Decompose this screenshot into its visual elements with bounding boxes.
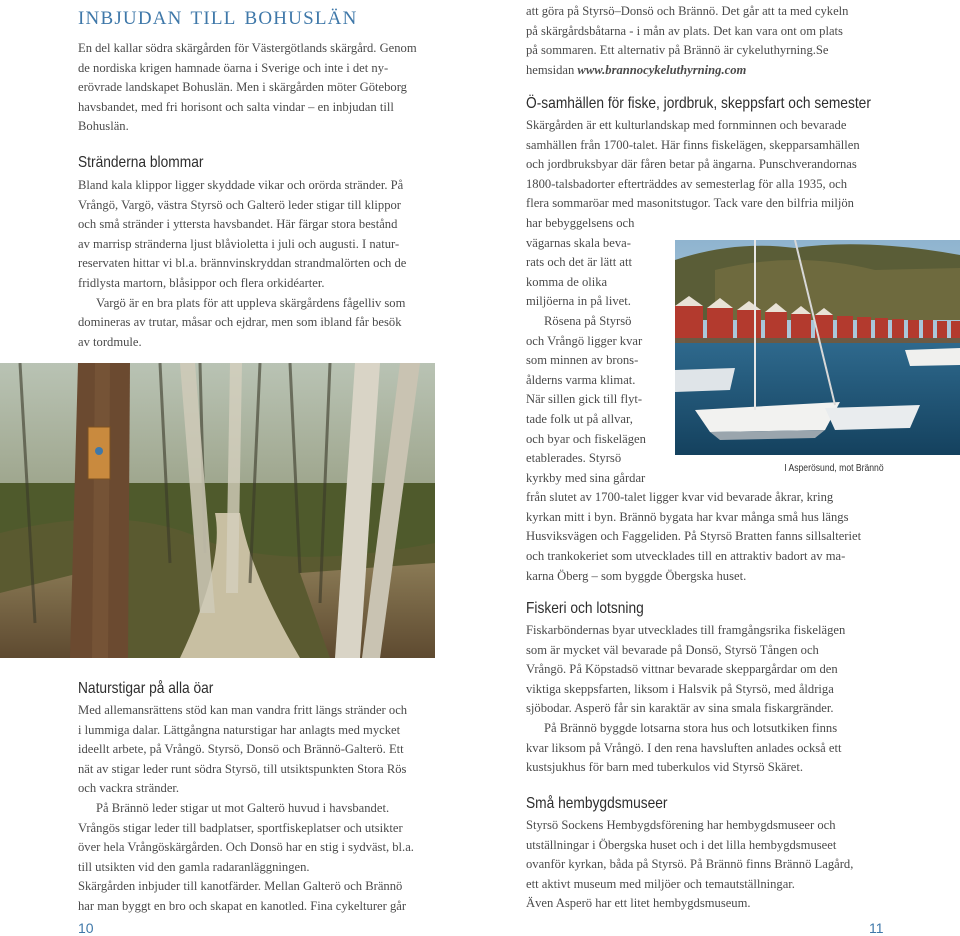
text-line: ovanför kyrkan, båda på Styrsö. På Brännö finns Brännö Lagård, [526, 857, 854, 872]
text-line: Skärgården är ett kulturlandskap med fornminnen och bevarade [526, 118, 847, 132]
text-line: kyrkby med sina gårdar [526, 470, 646, 485]
fiskeri-paragraph [526, 621, 845, 778]
text-line: kustsjukhus för barn med tuberkulos vid Styrsö Skäret. [526, 760, 804, 775]
forest-path-photo [0, 363, 435, 658]
text-line: till utsikten vid den gamla radaranläggningen. [78, 859, 310, 874]
link-prefix: hemsidan [526, 62, 578, 77]
text-line: kyrkan mitt i byn. Brännö bygata har kvar många små hus längs [526, 509, 849, 524]
text-line: utställningar i Öbergska huset och i det lilla hembygdsmuseet [526, 837, 837, 852]
text-line: och jordbruksbyar där fåren betar på ängarna. Punschverandornas [526, 157, 857, 172]
text-line: Med allemansrättens stöd kan man vandra fritt längs stränder och [78, 703, 408, 717]
text-line: som minnen av brons- [526, 353, 639, 368]
text-line: Styrsö Sockens Hembygdsförening har hembygdsmuseer och [526, 818, 836, 832]
text-line: erövrade landskapet Bohuslän. Men i skärgården möter Göteborg [78, 80, 407, 95]
text-line: över hela Vrångöskärgården. Och Donsö har en stig i sydväst, bl.a. [78, 840, 414, 855]
text-line: Rösena på Styrsö [544, 313, 632, 328]
text-line: nät av stigar leder runt södra Styrsö, till utsiktspunkten Stora Rös [78, 761, 407, 776]
forest-path-image [0, 363, 435, 658]
text-line: av marrisp stränderna ljust blåvioletta i juli och augusti. I natur- [78, 236, 400, 251]
text-line: komma de olika [526, 274, 608, 289]
naturstigar-paragraph [78, 701, 414, 917]
hembygd-paragraph [526, 816, 853, 914]
intro-paragraph [78, 39, 417, 137]
bike-rental-link[interactable]: www.brannocykeluthyrning.com [577, 62, 747, 77]
text-line: har bebyggelsens och [526, 215, 635, 230]
text-line: har man byggt en bro och skapat en kanotled. Fina cykelturer går [78, 898, 407, 913]
text-line: ideellt arbete, på Vrångö. Styrsö, Donsö och Brännö-Galterö. Ett [78, 742, 404, 757]
text-line: 1800-talsbadorter efterträddes av semesterlag för alla 1935, och [526, 176, 848, 191]
photo-caption: I Asperösund, mot Brännö [784, 463, 884, 474]
text-line: Vrångös stigar leder till badplatser, sportfiskeplatser och utsikter [78, 820, 403, 835]
page-title: inbjudan till bohuslän [78, 0, 358, 30]
text-line: På Brännö byggde lotsarna stora hus och lotsutkiken finns [544, 720, 838, 735]
text-line: Vargö är en bra plats för att uppleva skärgårdens fågelliv som [96, 295, 406, 310]
heading-stranderna: Stränderna blommar [78, 154, 204, 171]
text-line: som är mycket väl bevarade på Donsö, Styrsö Tången och [526, 642, 819, 657]
text-line: från slutet av 1700-talet ligger kvar vid bevarade åkrar, kring [526, 490, 834, 505]
text-line: miljöerna in på livet. [526, 294, 631, 309]
text-line: fridlysta martorn, blåsippor och flera orkidéarter. [78, 275, 325, 290]
text-line: viktiga skeppsfarten, liksom i Halsvik på Styrsö, med åldriga [526, 681, 834, 696]
text-line: Husviksvägen och Faggeliden. På Styrsö Bratten fanns sillsalteriet [526, 529, 862, 544]
text-line: kvar liksom på Vrångö. I den rena havsluften anlades också ett [526, 740, 842, 755]
text-line: På Brännö leder stigar ut mot Galterö huvud i havsbandet. [96, 800, 390, 815]
text-line: Vrångö. På Köpstadsö vittnar bevarade skeppargårdar om den [526, 662, 838, 677]
text-line: När sillen gick till flyt- [526, 392, 643, 407]
text-line: och små stränder i yttersta havsbandet. Här färgar stora bestånd [78, 217, 398, 232]
text-line: och vackra stränder. [78, 781, 180, 796]
text-line: domineras av trutar, måsar och ejdrar, men som ibland får besök [78, 315, 402, 330]
text-line: karna Öberg – som byggde Öbergska huset. [526, 568, 747, 583]
text-line [526, 61, 848, 81]
text-line: Även Asperö har ett litet hembygdsmuseum. [526, 896, 751, 911]
text-line: reservaten hittar vi bl.a. brännvinskryddan strandmalörten och de [78, 256, 407, 271]
text-line: flera sommaröar med masonitstugor. Tack vare den bilfria miljön [526, 196, 854, 211]
text-line: och trankokeriet som utvecklades till en attraktiv badort av ma- [526, 549, 846, 564]
text-line: vägarnas skala beva- [526, 235, 631, 250]
text-line: ålderns varma klimat. [526, 372, 636, 387]
text-line: och Vrångö ligger kvar [526, 333, 643, 348]
text-line: på sommaren. Ett alternativ på Brännö är cykeluthyrning.Se [526, 43, 829, 58]
text-line: de nordiska krigen hamnade öarna i Sverige och inte i det ny- [78, 60, 389, 75]
text-line: sjöbodar. Asperö får sin karaktär av sina smala fiskargränder. [526, 701, 834, 716]
text-line: Fiskarböndernas byar utvecklades till framgångsrika fiskelägen [526, 623, 846, 637]
heading-fiskeri: Fiskeri och lotsning [526, 600, 644, 617]
harbor-image [675, 240, 960, 455]
heading-naturstigar: Naturstigar på alla öar [78, 680, 214, 697]
stranderna-paragraph [78, 176, 406, 352]
text-line: etablerades. Styrsö [526, 451, 622, 466]
heading-osamhallen: Ö-samhällen för fiske, jordbruk, skeppsfart och semester [526, 95, 871, 112]
text-line: havsbandet, med fri horisont och salta vindar – en inbjudan till [78, 99, 394, 114]
text-line: på skärgårdsbåtarna - i mån av plats. Det kan vara ont om plats [526, 23, 843, 38]
text-line: rats och det är lätt att [526, 255, 632, 270]
harbor-photo [675, 240, 960, 455]
text-line: ett aktivt museum med miljöer och temautställningar. [526, 876, 795, 891]
text-line: Vrångö, Vargö, västra Styrsö och Galterö leder stigar till klippor [78, 197, 401, 212]
page-number-right: 11 [869, 920, 884, 936]
text-line: Bohuslän. [78, 119, 129, 134]
text-line: Bland kala klippor ligger skyddade vikar och orörda stränder. På [78, 178, 404, 192]
text-line: samhällen från 1700-talet. Här finns fiskelägen, skepparsamhällen [526, 137, 860, 152]
page-number-left: 10 [78, 920, 94, 936]
text-line: av tordmule. [78, 334, 142, 349]
text-line: Skärgården inbjuder till kanotfärder. Mellan Galterö och Brännö [78, 879, 403, 894]
cycling-paragraph [526, 2, 848, 80]
text-line: att göra på Styrsö–Donsö och Brännö. Det går att ta med cykeln [526, 4, 849, 18]
text-line: En del kallar södra skärgården för Västergötlands skärgård. Genom [78, 41, 417, 55]
heading-hembygd: Små hembygdsmuseer [526, 795, 668, 812]
text-line: och byar och fiskelägen [526, 431, 646, 446]
text-line: tade folk ut på allvar, [526, 411, 633, 426]
text-line: i lummiga dalar. Lättgångna naturstigar har anlagts med mycket [78, 722, 401, 737]
